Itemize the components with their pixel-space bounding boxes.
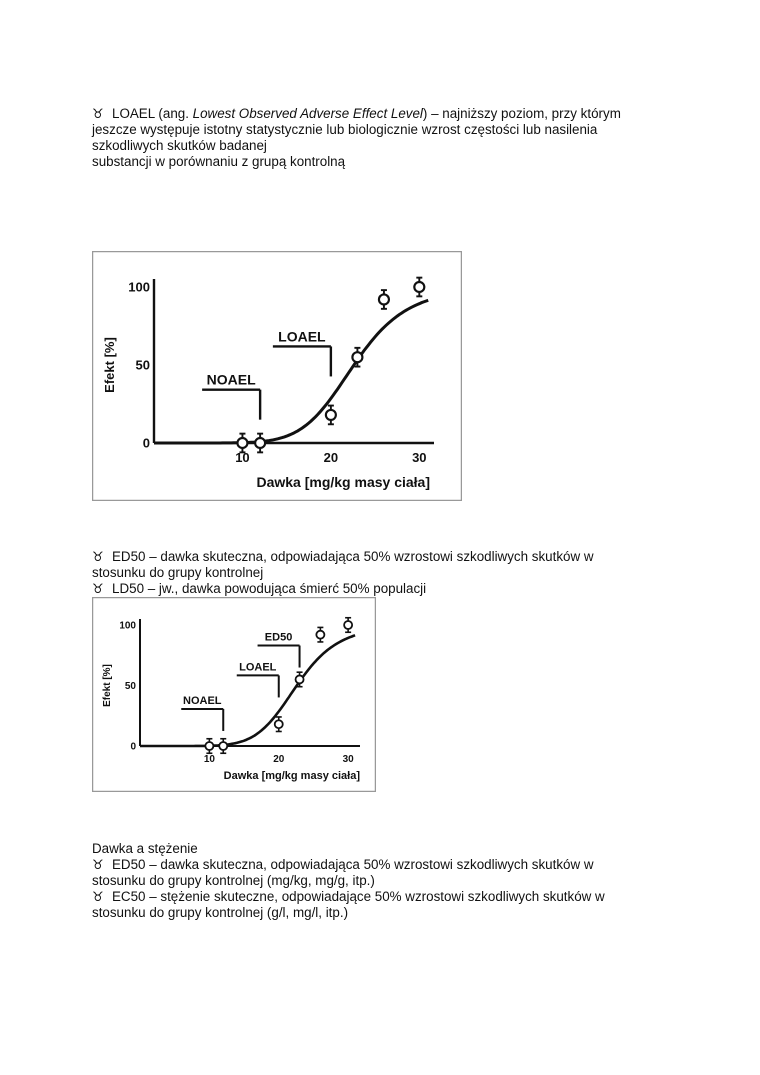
y-axis-label: Efekt [%] bbox=[102, 664, 113, 707]
ed50-units-line2: stosunku do grupy kontrolnej (mg/kg, mg/g, itp.) bbox=[92, 873, 375, 888]
data-point bbox=[326, 410, 336, 420]
ld50-definition-line: ♉ LD50 – jw., dawka powodująca śmierć 50% populacji bbox=[92, 581, 427, 597]
x-tick-label: 30 bbox=[342, 754, 354, 765]
loael-definition-rest: – najniższy poziom, przy którym bbox=[427, 106, 621, 121]
y-tick-label: 50 bbox=[124, 681, 136, 692]
dose-response-chart-2 bbox=[92, 597, 376, 792]
ed50-definition-line1: ♉ ED50 – dawka skuteczna, odpowiadająca 50% wzrostowi szkodliwych skutków w bbox=[92, 549, 594, 565]
fitted-curve bbox=[140, 635, 355, 746]
data-point bbox=[352, 352, 362, 362]
ed50-units-line1: ♉ ED50 – dawka skuteczna, odpowiadająca 50% wzrostowi szkodliwych skutków w bbox=[92, 857, 594, 873]
x-tick-label: 20 bbox=[323, 450, 339, 465]
loael-definition-line4: substancji w porównaniu z grupą kontrolną bbox=[92, 154, 346, 169]
x-tick-label: 10 bbox=[235, 450, 250, 465]
y-tick-label: 0 bbox=[130, 741, 136, 753]
x-axis-label: Dawka [mg/kg masy ciała] bbox=[223, 770, 360, 782]
section3-heading: Dawka a stężenie bbox=[92, 841, 198, 856]
taurus-bullet-icon: ♉ bbox=[92, 582, 104, 597]
y-tick-label: 100 bbox=[128, 279, 150, 295]
taurus-bullet-icon: ♉ bbox=[92, 890, 104, 905]
data-point bbox=[344, 621, 352, 629]
ec50-units-line2: stosunku do grupy kontrolnej (g/l, mg/l, itp.) bbox=[92, 905, 349, 920]
loael-annotation-label: LOAEL bbox=[278, 328, 326, 345]
ed50-annotation-label: ED50 bbox=[264, 631, 293, 644]
y-axis-label: Efekt [%] bbox=[102, 337, 117, 393]
data-point bbox=[379, 294, 389, 304]
dose-response-figure-1 bbox=[92, 251, 462, 501]
noael-annotation-label: NOAEL bbox=[206, 371, 256, 388]
data-point bbox=[296, 675, 304, 683]
loael-paren-close: ) bbox=[422, 106, 428, 121]
data-point bbox=[275, 720, 283, 728]
fitted-curve bbox=[154, 300, 428, 443]
loael-paren-open: (ang. bbox=[154, 106, 193, 121]
x-tick-label: 10 bbox=[203, 754, 215, 765]
loael-term: LOAEL bbox=[112, 106, 155, 121]
y-tick-label: 50 bbox=[135, 357, 150, 373]
taurus-bullet-icon: ♉ bbox=[92, 107, 104, 122]
data-point bbox=[219, 742, 227, 750]
x-tick-label: 30 bbox=[412, 450, 427, 465]
data-point bbox=[255, 438, 265, 448]
noael-annotation-label: NOAEL bbox=[183, 694, 222, 707]
data-point bbox=[237, 438, 247, 448]
dose-response-chart-1 bbox=[92, 251, 462, 501]
data-point bbox=[316, 631, 324, 639]
data-point bbox=[205, 742, 213, 750]
data-point bbox=[414, 282, 424, 292]
loael-annotation-label: LOAEL bbox=[239, 661, 277, 674]
loael-definition-line1 bbox=[92, 106, 621, 123]
ec50-units-line1: ♉ EC50 – stężenie skuteczne, odpowiadające 50% wzrostowi szkodliwych skutków w bbox=[92, 889, 605, 905]
ed50-definition-line2: stosunku do grupy kontrolnej bbox=[92, 565, 264, 580]
x-axis-label: Dawka [mg/kg masy ciała] bbox=[256, 474, 430, 490]
loael-expansion: Lowest Observed Adverse Effect Level bbox=[192, 106, 423, 121]
dose-response-figure-2 bbox=[92, 597, 376, 792]
x-tick-label: 20 bbox=[273, 754, 285, 765]
y-tick-label: 0 bbox=[142, 435, 150, 451]
loael-definition-line2: jeszcze występuje istotny statystycznie lub biologicznie wzrost częstości lub nasilenia bbox=[92, 122, 598, 137]
loael-definition-line3: szkodliwych skutków badanej bbox=[92, 138, 267, 153]
taurus-bullet-icon: ♉ bbox=[92, 858, 104, 873]
taurus-bullet-icon: ♉ bbox=[92, 550, 104, 565]
y-tick-label: 100 bbox=[119, 620, 136, 632]
